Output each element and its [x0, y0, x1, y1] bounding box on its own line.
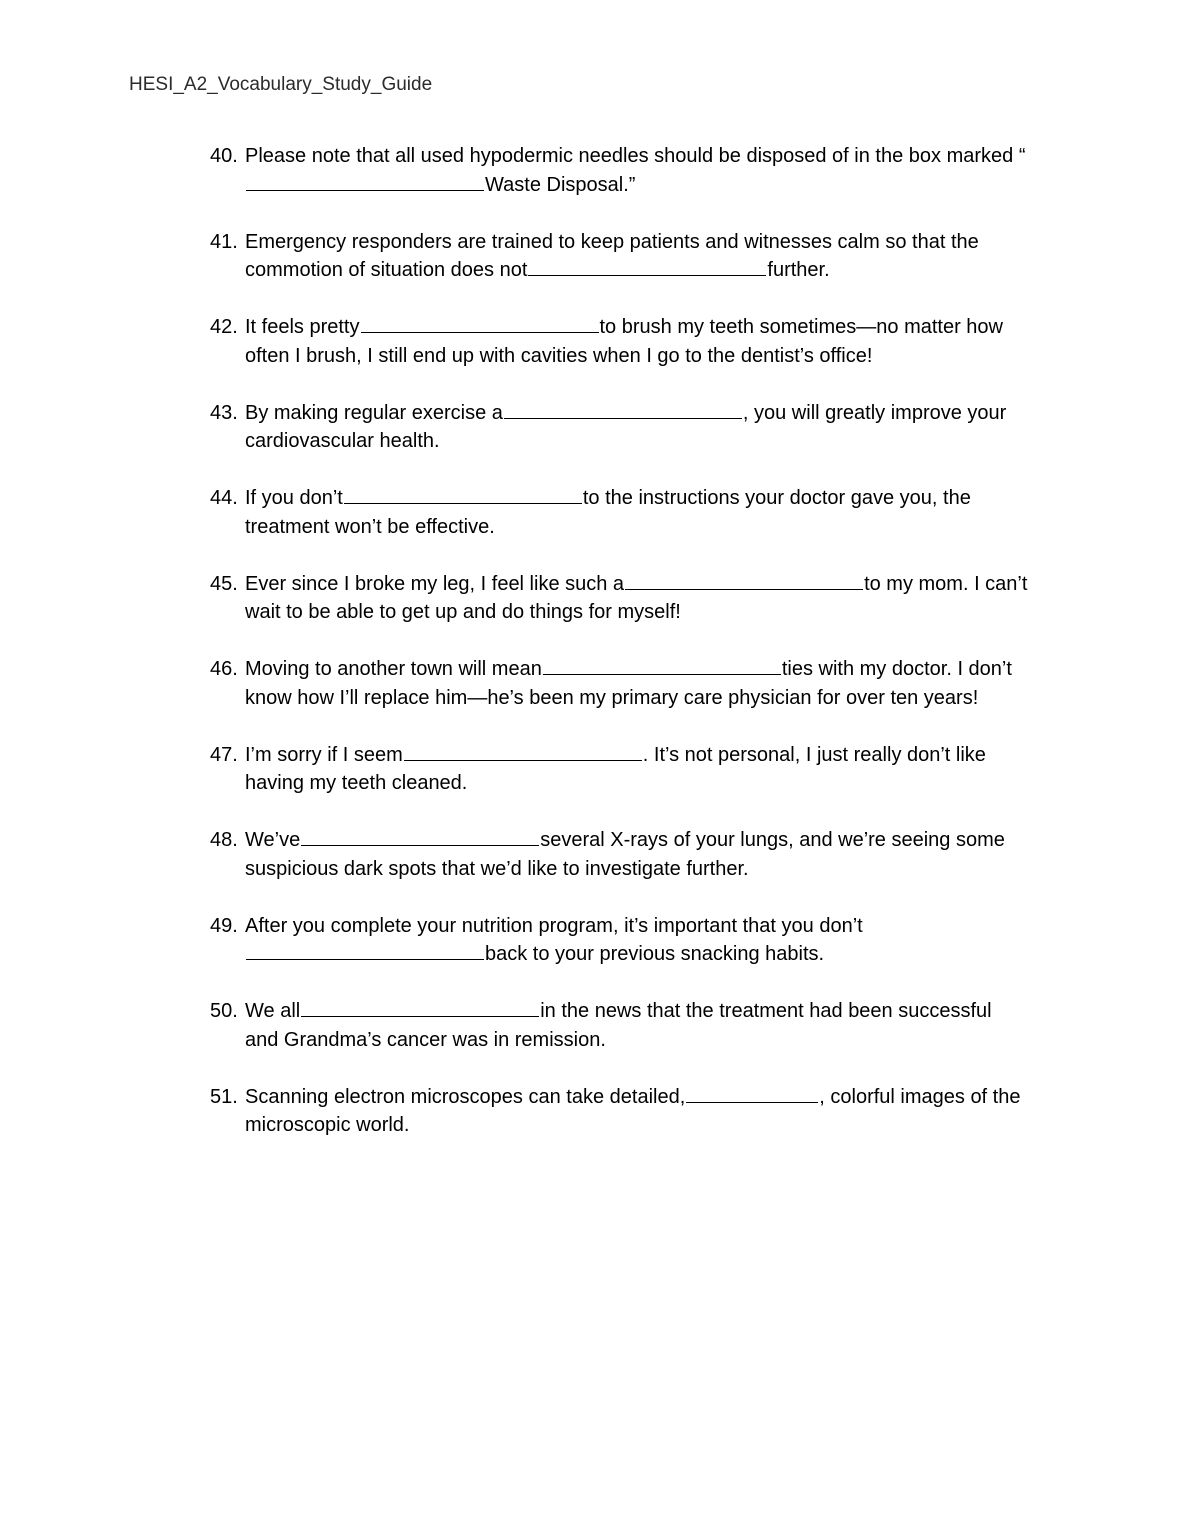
question-number: 50. — [210, 1000, 238, 1022]
question-text-before: It feels pretty — [245, 316, 360, 338]
answer-blank — [301, 844, 539, 846]
answer-blank — [246, 958, 484, 960]
question-text-after: Waste Disposal.” — [485, 173, 636, 196]
answer-blank — [543, 673, 781, 675]
answer-blank — [504, 417, 742, 419]
question-text-before: Ever since I broke my leg, I feel like such a — [245, 572, 625, 595]
question-51 — [210, 1083, 1030, 1140]
answer-blank — [686, 1101, 818, 1103]
question-text-after: to brush my teeth sometimes—no matter how often I brush, I still end up with cavities when I go to the dentist’s office! — [245, 316, 1003, 367]
question-number: 51. — [210, 1085, 238, 1108]
question-text-before: If you don’t — [245, 487, 343, 509]
question-text-after: . It’s not personal, I just really don’t like having my teeth cleaned. — [245, 743, 986, 794]
question-50 — [210, 997, 1030, 1054]
question-number: 43. — [210, 401, 238, 424]
answer-blank — [625, 588, 863, 590]
question-text-before: Moving to another town will mean — [245, 658, 542, 680]
question-text-after: back to your previous snacking habits. — [485, 943, 825, 965]
question-text-after: , colorful images of the microscopic world. — [245, 1085, 1021, 1136]
question-text-before: Emergency responders are trained to keep patients and witnesses calm so that the commotion of situation does not — [245, 230, 979, 281]
question-42 — [210, 313, 1030, 370]
question-40 — [210, 142, 1030, 199]
question-text-after: , you will greatly improve your cardiovascular health. — [245, 401, 1007, 452]
answer-blank — [246, 189, 484, 191]
question-text-before: We’ve — [245, 829, 301, 851]
question-text-before: Scanning electron microscopes can take detailed, — [245, 1085, 686, 1108]
question-43 — [210, 399, 1030, 456]
answer-blank — [361, 331, 599, 333]
question-text-after: several X-rays of your lungs, and we’re seeing some suspicious dark spots that we’d like to investigate further. — [245, 829, 1005, 880]
answer-blank — [301, 1015, 539, 1017]
question-number: 48. — [210, 829, 238, 851]
question-number: 44. — [210, 487, 238, 509]
question-text-after: in the news that the treatment had been successful and Grandma’s cancer was in remission. — [245, 1000, 992, 1051]
page-header: HESI_A2_Vocabulary_Study_Guide — [129, 74, 433, 95]
question-text-before: We all — [245, 1000, 301, 1022]
question-41 — [210, 228, 1030, 285]
question-48 — [210, 826, 1030, 883]
answer-blank — [344, 502, 582, 504]
question-text-after: to my mom. I can’t wait to be able to get up and do things for myself! — [245, 572, 1028, 623]
question-44 — [210, 484, 1030, 541]
question-text-before: By making regular exercise a — [245, 401, 503, 424]
question-45 — [210, 570, 1030, 627]
question-number: 42. — [210, 316, 238, 338]
question-text-after: further. — [767, 259, 830, 281]
question-number: 49. — [210, 914, 238, 937]
question-number: 41. — [210, 230, 238, 253]
question-number: 46. — [210, 658, 238, 680]
answer-blank — [404, 759, 642, 761]
question-list — [210, 142, 1030, 1168]
question-47 — [210, 741, 1030, 798]
question-text-after: to the instructions your doctor gave you, the treatment won’t be effective. — [245, 487, 971, 538]
answer-blank — [528, 274, 766, 276]
question-text-after: ties with my doctor. I don’t know how I’ll replace him—he’s been my primary care physician for over ten years! — [245, 658, 1012, 709]
question-number: 40. — [210, 145, 238, 167]
question-text-before: I’m sorry if I seem — [245, 743, 403, 766]
question-number: 45. — [210, 572, 238, 595]
question-46 — [210, 655, 1030, 712]
question-49 — [210, 912, 1030, 969]
question-text-before: After you complete your nutrition program, it’s important that you don’t — [245, 914, 863, 937]
question-number: 47. — [210, 743, 238, 766]
question-text-before: Please note that all used hypodermic needles should be disposed of in the box marked “ — [245, 145, 1026, 167]
